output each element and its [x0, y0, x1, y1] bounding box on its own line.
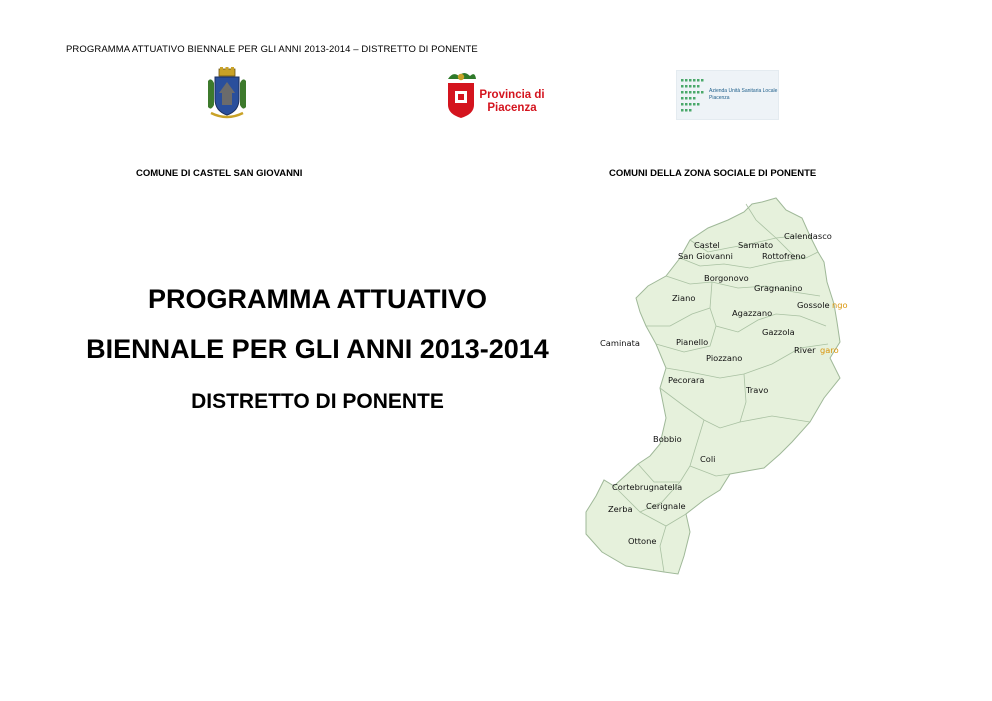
map-label: Agazzano [732, 308, 773, 318]
map-label: Castel [694, 240, 720, 250]
map-label: ngo [832, 300, 848, 310]
map-label: San Giovanni [678, 251, 733, 261]
map-label: Borgonovo [704, 273, 749, 283]
ausl-logo-line1: Azienda Unità Sanitaria Locale [709, 88, 778, 94]
map-label: Travo [746, 385, 769, 395]
map-label: Ottone [628, 536, 657, 546]
document-subtitle: DISTRETTO DI PONENTE [191, 390, 444, 413]
map-label: Pianello [676, 337, 709, 347]
map-label: River [794, 345, 816, 355]
map-label: Piozzano [706, 353, 743, 363]
document-title-line2: BIENNALE PER GLI ANNI 2013-2014 [86, 334, 549, 364]
provincia-piacenza-logo [444, 71, 548, 119]
ausl-piacenza-logo [676, 70, 779, 120]
provincia-logo-line2: Piacenza [487, 101, 537, 114]
map-label: Gazzola [762, 327, 795, 337]
comune-crest-logo [205, 67, 249, 121]
document-title-line1: PROGRAMMA ATTUATIVO [148, 284, 487, 314]
map-label: Gragnanino [754, 283, 803, 293]
map-label: Caminata [600, 338, 640, 348]
running-header: PROGRAMMA ATTUATIVO BIENNALE PER GLI ANNI 2013-2014 – DISTRETTO DI PONENTE [66, 44, 478, 55]
map-label: Calendasco [784, 231, 832, 241]
map-label: garo [820, 345, 839, 355]
provincia-logo-line1: Provincia di [479, 89, 545, 101]
map-label: Gossole [797, 300, 830, 310]
ausl-logo-line2: Piacenza [709, 95, 730, 101]
caption-zona-sociale: COMUNI DELLA ZONA SOCIALE DI PONENTE [609, 168, 817, 179]
map-label: Pecorara [668, 375, 705, 385]
district-map [580, 196, 870, 580]
map-label: Cortebrugnatella [612, 482, 683, 492]
map-label: Cerignale [646, 501, 686, 511]
map-label: Coli [700, 454, 716, 464]
map-label: Rottofreno [762, 251, 806, 261]
map-label: Zerba [608, 504, 633, 514]
map-label: Ziano [672, 293, 696, 303]
map-label: Sarmato [738, 240, 774, 250]
caption-comune: COMUNE DI CASTEL SAN GIOVANNI [136, 168, 303, 179]
provincia-logo-text [477, 89, 547, 114]
map-label: Bobbio [653, 434, 682, 444]
ausl-logo-text [709, 88, 777, 102]
